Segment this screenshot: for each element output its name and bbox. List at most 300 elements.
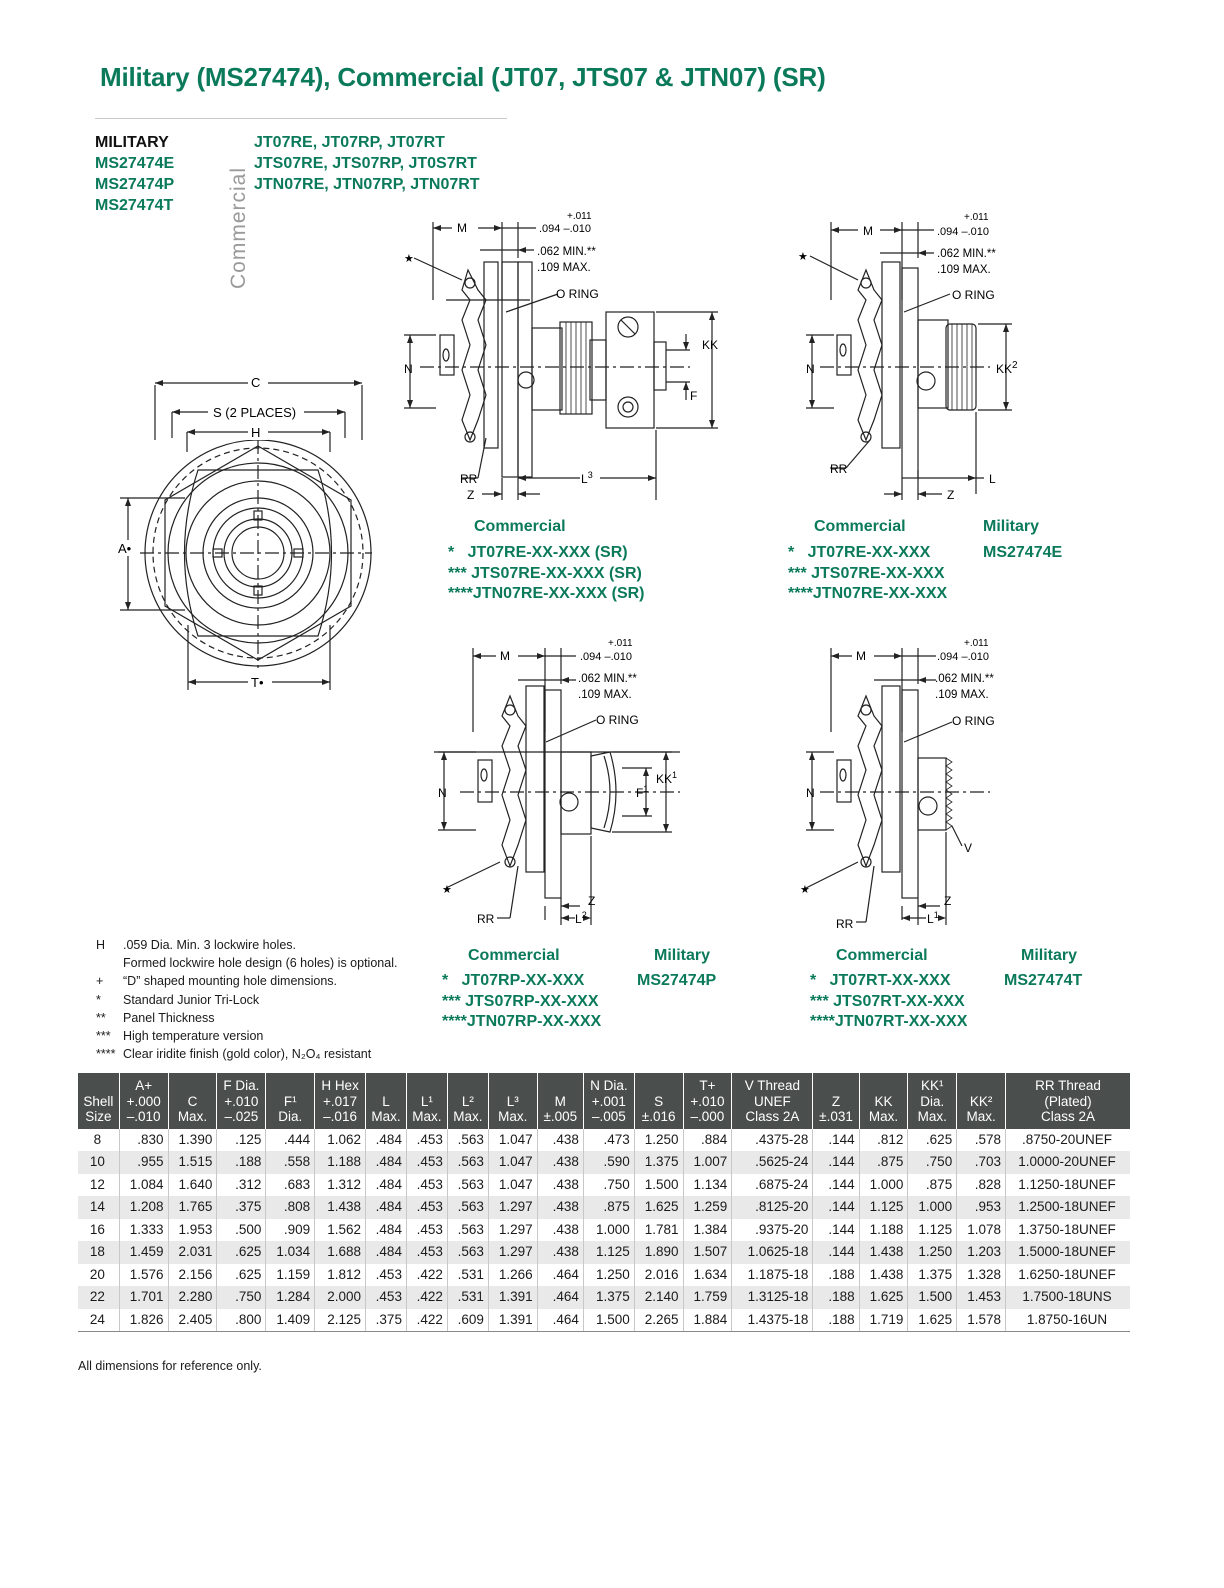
- star-marker: ★: [442, 884, 452, 896]
- table-row: [78, 1219, 1130, 1242]
- table-cell: 1.0625-18: [732, 1241, 813, 1264]
- variant-rp-commercial-label: Commercial: [468, 947, 560, 964]
- commercial-part: JT07RE, JT07RP, JT07RT: [254, 134, 445, 151]
- front-view-drawing: [108, 370, 378, 690]
- table-cell: .188: [813, 1309, 859, 1332]
- table-cell: .144: [813, 1241, 859, 1264]
- table-cell: .909: [266, 1219, 315, 1242]
- dim-L2: $L^2$: [575, 910, 587, 926]
- table-cell: .125: [217, 1129, 266, 1152]
- tol-094: .094 –.010: [539, 223, 591, 235]
- variant-rp-parts: * JT07RP-XX-XXX *** JTS07RP-XX-XXX ****JTN07RP-XX-XXX: [442, 972, 602, 1030]
- table-cell: .422: [406, 1264, 447, 1287]
- table-cell: 20: [89, 1266, 105, 1282]
- table-row: [78, 1196, 1130, 1219]
- table-cell: 1.3750-18UNEF: [1005, 1219, 1130, 1242]
- table-cell: 1.390: [168, 1129, 217, 1152]
- variant-rt-parts: * JT07RT-XX-XXX *** JTS07RT-XX-XXX ****JTN07RT-XX-XXX: [810, 972, 968, 1030]
- military-part: MS27474P: [95, 176, 175, 193]
- table-cell: .531: [447, 1264, 488, 1287]
- table-cell: 1.047: [488, 1174, 537, 1197]
- oring-label: O RING: [596, 713, 639, 727]
- military-part: MS27474T: [95, 197, 174, 214]
- column-header: V Thread UNEF Class 2A: [732, 1073, 813, 1129]
- table-cell: 1.7500-18UNS: [1005, 1286, 1130, 1309]
- table-cell: 1.084: [119, 1174, 168, 1197]
- column-header: H Hex +.017 –.016: [315, 1073, 366, 1129]
- oring-label: O RING: [556, 287, 599, 301]
- table-cell: 1.159: [266, 1264, 315, 1287]
- table-cell: .563: [447, 1196, 488, 1219]
- column-header: Z ±.031: [813, 1073, 859, 1129]
- table-cell: 1.812: [315, 1264, 366, 1287]
- table-cell: .188: [813, 1264, 859, 1287]
- table-cell: 1.781: [634, 1219, 683, 1242]
- dim-N: N: [438, 786, 447, 800]
- table-cell: 1.062: [315, 1129, 366, 1152]
- military-part-list: [95, 132, 174, 216]
- table-cell: 1.625: [908, 1309, 957, 1332]
- table-cell: .500: [217, 1219, 266, 1242]
- dim-L1: $L^1$: [927, 910, 939, 926]
- table-cell: 18: [78, 1241, 119, 1264]
- commercial-part-list: [254, 132, 480, 195]
- note-row: H .059 Dia. Min. 3 lockwire holes.: [96, 938, 296, 952]
- table-cell: 1.208: [119, 1196, 168, 1219]
- table-row: [78, 1309, 1130, 1332]
- table-cell: 1.333: [119, 1219, 168, 1242]
- table-cell: .563: [447, 1174, 488, 1197]
- table-cell: 2.031: [168, 1241, 217, 1264]
- table-cell: .438: [537, 1151, 583, 1174]
- notes-legend: [96, 936, 397, 1063]
- column-header: M ±.005: [537, 1073, 583, 1129]
- table-cell: .375: [217, 1196, 266, 1219]
- table-cell: 24: [78, 1309, 119, 1332]
- table-cell: .808: [266, 1196, 315, 1219]
- table-cell: .750: [908, 1151, 957, 1174]
- variant-re-military-part: MS27474E: [983, 544, 1063, 561]
- table-cell: 1.375: [634, 1151, 683, 1174]
- table-body: [78, 1129, 1130, 1332]
- tol-plus: +.011: [964, 212, 989, 223]
- table-cell: 2.000: [315, 1286, 366, 1309]
- table-cell: .563: [447, 1241, 488, 1264]
- table-cell: 10: [78, 1151, 119, 1174]
- table-cell: 1.134: [683, 1174, 732, 1197]
- table-cell: .875: [583, 1196, 634, 1219]
- table-cell: .484: [365, 1196, 406, 1219]
- table-cell: 14: [78, 1196, 119, 1219]
- table-cell: 1.125: [908, 1219, 957, 1242]
- table-cell: .578: [957, 1129, 1006, 1152]
- table-cell: 1.453: [957, 1286, 1006, 1309]
- variant-re-parts: * JT07RE-XX-XXX *** JTS07RE-XX-XXX ****JTN07RE-XX-XXX: [788, 544, 948, 602]
- table-cell: .8750-20UNEF: [1005, 1129, 1130, 1152]
- table-cell: 1.3125-18: [732, 1286, 813, 1309]
- variant-rp-military-label: Military: [654, 947, 711, 964]
- table-cell: 1.1250-18UNEF: [1005, 1174, 1130, 1197]
- variant-re-military-label: Military: [983, 518, 1040, 535]
- table-cell: 1.250: [908, 1241, 957, 1264]
- table-cell: .438: [537, 1241, 583, 1264]
- table-cell: 1.884: [683, 1309, 732, 1332]
- dim-RR: RR: [460, 472, 478, 486]
- table-row: [78, 1151, 1130, 1174]
- table-cell: .484: [365, 1174, 406, 1197]
- table-cell: .453: [406, 1174, 447, 1197]
- table-cell: .4375-28: [732, 1129, 813, 1152]
- tol-094: .094 –.010: [580, 651, 632, 663]
- table-row: [78, 1264, 1130, 1287]
- table-cell: 1.438: [859, 1264, 908, 1287]
- tol-094: .094 –.010: [937, 226, 989, 238]
- table-cell: .830: [119, 1129, 168, 1152]
- table-cell: 1.765: [168, 1196, 217, 1219]
- table-cell: 1.391: [488, 1286, 537, 1309]
- panel-min: .062 MIN.**: [935, 673, 994, 685]
- table-cell: 1.259: [683, 1196, 732, 1219]
- dim-RR: RR: [836, 917, 854, 931]
- military-header: MILITARY: [95, 134, 169, 151]
- column-header: L¹ Max.: [406, 1073, 447, 1129]
- table-cell: 2.405: [168, 1309, 217, 1332]
- table-cell: 1.515: [168, 1151, 217, 1174]
- dim-KK2: $KK^2$: [996, 360, 1018, 376]
- table-cell: 1.625: [634, 1196, 683, 1219]
- table-cell: 1.047: [488, 1129, 537, 1152]
- dim-V: V: [964, 841, 973, 855]
- column-header: KK Max.: [859, 1073, 908, 1129]
- table-cell: .144: [813, 1129, 859, 1152]
- dim-T: T•: [251, 675, 264, 690]
- table-cell: 1.438: [315, 1196, 366, 1219]
- table-cell: .464: [537, 1264, 583, 1287]
- table-row: [78, 1286, 1130, 1309]
- table-cell: .9375-20: [732, 1219, 813, 1242]
- table-cell: 1.500: [908, 1286, 957, 1309]
- table-cell: .438: [537, 1129, 583, 1152]
- column-header: S ±.016: [634, 1073, 683, 1129]
- table-cell: 1.203: [957, 1241, 1006, 1264]
- tol-094: .094 –.010: [937, 651, 989, 663]
- side-view-rp-drawing: [430, 636, 690, 932]
- table-cell: .453: [406, 1219, 447, 1242]
- column-header: L³ Max.: [488, 1073, 537, 1129]
- table-row: [78, 1174, 1130, 1197]
- note-row: **** Clear iridite finish (gold color), N₂O₄ resistant: [96, 1047, 372, 1062]
- table-cell: 2.016: [634, 1264, 683, 1287]
- side-view-re-drawing: [794, 208, 1024, 508]
- dim-M: M: [863, 224, 873, 238]
- table-cell: .453: [406, 1151, 447, 1174]
- column-header: C Max.: [168, 1073, 217, 1129]
- commercial-part: JTS07RE, JTS07RP, JT0S7RT: [254, 155, 477, 172]
- table-cell: .750: [583, 1174, 634, 1197]
- panel-max: .109 MAX.: [935, 689, 989, 701]
- table-cell: .5625-24: [732, 1151, 813, 1174]
- dim-S: S (2 PLACES): [213, 405, 297, 420]
- table-cell: 2.125: [315, 1309, 366, 1332]
- table-cell: 1.634: [683, 1264, 732, 1287]
- table-cell: 8: [93, 1131, 102, 1147]
- table-cell: 1.391: [488, 1309, 537, 1332]
- table-cell: 1.562: [315, 1219, 366, 1242]
- table-cell: 1.438: [859, 1241, 908, 1264]
- table-header-row: [78, 1073, 1130, 1129]
- tol-plus: +.011: [567, 211, 592, 222]
- note-row: ** Panel Thickness: [96, 1010, 215, 1025]
- table-cell: 1.034: [266, 1241, 315, 1264]
- table-cell: 1.297: [488, 1196, 537, 1219]
- panel-min: .062 MIN.**: [578, 673, 637, 685]
- variant-rt-military-label: Military: [1021, 947, 1078, 964]
- column-header: F Dia. +.010 –.025: [217, 1073, 266, 1129]
- table-cell: 1.640: [168, 1174, 217, 1197]
- table-cell: 1.459: [119, 1241, 168, 1264]
- table-cell: 1.188: [315, 1151, 366, 1174]
- table-cell: 1.384: [683, 1219, 732, 1242]
- dimension-table: [78, 1073, 1130, 1332]
- table-cell: .144: [813, 1174, 859, 1197]
- panel-min: .062 MIN.**: [937, 248, 996, 260]
- note-row: Formed lockwire hole design (6 holes) is optional.: [123, 956, 398, 971]
- dim-RR: RR: [830, 462, 848, 476]
- table-cell: 1.409: [266, 1309, 315, 1332]
- table-cell: .438: [537, 1174, 583, 1197]
- table-cell: 1.625: [859, 1286, 908, 1309]
- table-cell: .884: [683, 1129, 732, 1152]
- oring-label: O RING: [952, 288, 995, 302]
- table-cell: 22: [78, 1286, 119, 1309]
- star-marker: ★: [800, 884, 810, 896]
- table-cell: .438: [537, 1219, 583, 1242]
- table-cell: .312: [217, 1174, 266, 1197]
- dim-C: C: [251, 375, 261, 390]
- table-cell: 1.375: [908, 1264, 957, 1287]
- table-cell: 1.000: [583, 1219, 634, 1242]
- table-cell: .8125-20: [732, 1196, 813, 1219]
- table-cell: .625: [908, 1129, 957, 1152]
- table-cell: 1.125: [583, 1241, 634, 1264]
- table-cell: 1.297: [488, 1219, 537, 1242]
- table-cell: .955: [119, 1151, 168, 1174]
- table-cell: .590: [583, 1151, 634, 1174]
- table-cell: .625: [217, 1264, 266, 1287]
- dim-N: N: [806, 362, 815, 376]
- table-cell: .444: [266, 1129, 315, 1152]
- table-cell: 1.266: [488, 1264, 537, 1287]
- table-cell: 1.2500-18UNEF: [1005, 1196, 1130, 1219]
- table-cell: .453: [406, 1129, 447, 1152]
- note-row: *** High temperature version: [96, 1029, 264, 1044]
- table-cell: 12: [89, 1176, 105, 1192]
- table-cell: .375: [365, 1309, 406, 1332]
- table-cell: .563: [447, 1219, 488, 1242]
- table-cell: .828: [957, 1174, 1006, 1197]
- table-cell: .453: [406, 1241, 447, 1264]
- table-cell: .453: [365, 1286, 406, 1309]
- dim-N: N: [806, 786, 815, 800]
- table-cell: .438: [537, 1196, 583, 1219]
- table-cell: .453: [365, 1264, 406, 1287]
- table-cell: .953: [957, 1196, 1006, 1219]
- tol-plus: +.011: [964, 638, 989, 649]
- table-cell: 1.4375-18: [732, 1309, 813, 1332]
- table-cell: 1.5000-18UNEF: [1005, 1241, 1130, 1264]
- table-cell: 1.328: [957, 1264, 1006, 1287]
- table-cell: 1.1875-18: [732, 1264, 813, 1287]
- table-cell: 1.250: [583, 1264, 634, 1287]
- table-cell: 1.000: [859, 1174, 908, 1197]
- dim-M: M: [457, 221, 467, 235]
- column-header: KK² Max.: [957, 1073, 1006, 1129]
- dim-Z: Z: [944, 894, 952, 908]
- table-cell: 1.297: [488, 1241, 537, 1264]
- table-cell: .563: [447, 1151, 488, 1174]
- page-title: Military (MS27474), Commercial (JT07, JTS07 & JTN07) (SR): [100, 62, 826, 92]
- table-cell: 1.578: [957, 1309, 1006, 1332]
- dim-KK: KK: [702, 338, 719, 352]
- column-header: A+ +.000 –.010: [119, 1073, 168, 1129]
- table-cell: .750: [217, 1286, 266, 1309]
- dim-A: A•: [118, 541, 132, 556]
- table-cell: .484: [365, 1241, 406, 1264]
- table-cell: 1.688: [315, 1241, 366, 1264]
- note-row: * Standard Junior Tri-Lock: [96, 992, 260, 1007]
- panel-max: .109 MAX.: [537, 262, 591, 274]
- table-cell: .144: [813, 1151, 859, 1174]
- column-header: N Dia. +.001 –.005: [583, 1073, 634, 1129]
- table-cell: 1.007: [683, 1151, 732, 1174]
- table-cell: .464: [537, 1309, 583, 1332]
- table-cell: .422: [406, 1286, 447, 1309]
- panel-max: .109 MAX.: [578, 689, 632, 701]
- table-cell: 1.953: [168, 1219, 217, 1242]
- table-cell: 1.500: [583, 1309, 634, 1332]
- dim-RR: RR: [477, 912, 495, 926]
- table-cell: .484: [365, 1129, 406, 1152]
- table-cell: 1.6250-18UNEF: [1005, 1264, 1130, 1287]
- dim-Z: Z: [588, 894, 596, 908]
- table-cell: .609: [447, 1309, 488, 1332]
- column-header: F¹ Dia.: [266, 1073, 315, 1129]
- commercial-vertical-label: Commercial: [227, 166, 251, 290]
- table-cell: 1.759: [683, 1286, 732, 1309]
- table-cell: .473: [583, 1129, 634, 1152]
- dim-M: M: [856, 649, 866, 663]
- column-header: T+ +.010 –.000: [683, 1073, 732, 1129]
- variant-re-sr-parts: * JT07RE-XX-XXX (SR) *** JTS07RE-XX-XXX (SR) ****JTN07RE-XX-XXX (SR): [448, 544, 645, 602]
- table-cell: .422: [406, 1309, 447, 1332]
- dim-Z: Z: [467, 488, 475, 502]
- table-cell: 1.188: [859, 1219, 908, 1242]
- dim-N: N: [404, 362, 413, 376]
- title-rule: [95, 118, 507, 119]
- note-row: + “D” shaped mounting hole dimensions.: [96, 974, 338, 989]
- column-header: L Max.: [365, 1073, 406, 1129]
- table-cell: 1.284: [266, 1286, 315, 1309]
- column-header: L² Max.: [447, 1073, 488, 1129]
- dim-F1: $F^1$: [636, 784, 649, 800]
- table-cell: .464: [537, 1286, 583, 1309]
- dim-F: F: [690, 389, 698, 403]
- table-cell: 1.507: [683, 1241, 732, 1264]
- table-cell: .484: [365, 1151, 406, 1174]
- variant-rt-commercial-label: Commercial: [836, 947, 928, 964]
- tol-plus: +.011: [608, 638, 633, 649]
- dim-Z: Z: [947, 488, 955, 502]
- table-cell: .6875-24: [732, 1174, 813, 1197]
- variant-rt-military-part: MS27474T: [1004, 972, 1083, 989]
- column-header: Shell Size: [78, 1073, 119, 1129]
- table-cell: 1.250: [634, 1129, 683, 1152]
- table-row: [78, 1241, 1130, 1264]
- table-cell: .875: [859, 1151, 908, 1174]
- table-cell: .875: [908, 1174, 957, 1197]
- table-cell: 1.500: [634, 1174, 683, 1197]
- table-cell: 1.576: [119, 1264, 168, 1287]
- table-cell: 1.719: [859, 1309, 908, 1332]
- oring-label: O RING: [952, 714, 995, 728]
- variant-re-sr-commercial-label: Commercial: [474, 518, 566, 535]
- table-cell: 1.047: [488, 1151, 537, 1174]
- star-marker: ★: [798, 251, 808, 263]
- table-cell: .531: [447, 1286, 488, 1309]
- table-cell: 1.0000-20UNEF: [1005, 1151, 1130, 1174]
- table-cell: 1.000: [908, 1196, 957, 1219]
- table-cell: 2.265: [634, 1309, 683, 1332]
- table-cell: .563: [447, 1129, 488, 1152]
- table-cell: 1.8750-16UN: [1005, 1309, 1130, 1332]
- table-cell: 1.375: [583, 1286, 634, 1309]
- dim-L3: $L^3$: [581, 470, 593, 486]
- table-cell: 1.701: [119, 1286, 168, 1309]
- table-cell: .683: [266, 1174, 315, 1197]
- table-cell: .812: [859, 1129, 908, 1152]
- table-cell: 2.140: [634, 1286, 683, 1309]
- variant-re-commercial-label: Commercial: [814, 518, 906, 535]
- panel-max: .109 MAX.: [937, 264, 991, 276]
- table-cell: .625: [217, 1241, 266, 1264]
- table-cell: .144: [813, 1219, 859, 1242]
- star-marker: ★: [404, 253, 414, 265]
- military-part: MS27474E: [95, 155, 175, 172]
- variant-rp-military-part: MS27474P: [637, 972, 717, 989]
- table-cell: .453: [406, 1196, 447, 1219]
- table-cell: 2.280: [168, 1286, 217, 1309]
- table-row: [78, 1129, 1130, 1152]
- table-cell: .558: [266, 1151, 315, 1174]
- table-cell: 2.156: [168, 1264, 217, 1287]
- table-cell: 1.078: [957, 1219, 1006, 1242]
- table-cell: 1.826: [119, 1309, 168, 1332]
- table-cell: .188: [813, 1286, 859, 1309]
- side-view-rt-drawing: [794, 636, 1024, 932]
- side-view-re-sr-drawing: [398, 208, 733, 508]
- table-cell: 1.125: [859, 1196, 908, 1219]
- table-cell: 1.312: [315, 1174, 366, 1197]
- table-cell: .188: [217, 1151, 266, 1174]
- table-cell: 1.890: [634, 1241, 683, 1264]
- table-cell: 16: [89, 1221, 105, 1237]
- table-cell: .703: [957, 1151, 1006, 1174]
- commercial-part: JTN07RE, JTN07RP, JTN07RT: [254, 176, 480, 193]
- footnote: All dimensions for reference only.: [78, 1359, 262, 1373]
- dim-L: L: [989, 472, 996, 486]
- table-cell: .800: [217, 1309, 266, 1332]
- table-cell: .484: [365, 1219, 406, 1242]
